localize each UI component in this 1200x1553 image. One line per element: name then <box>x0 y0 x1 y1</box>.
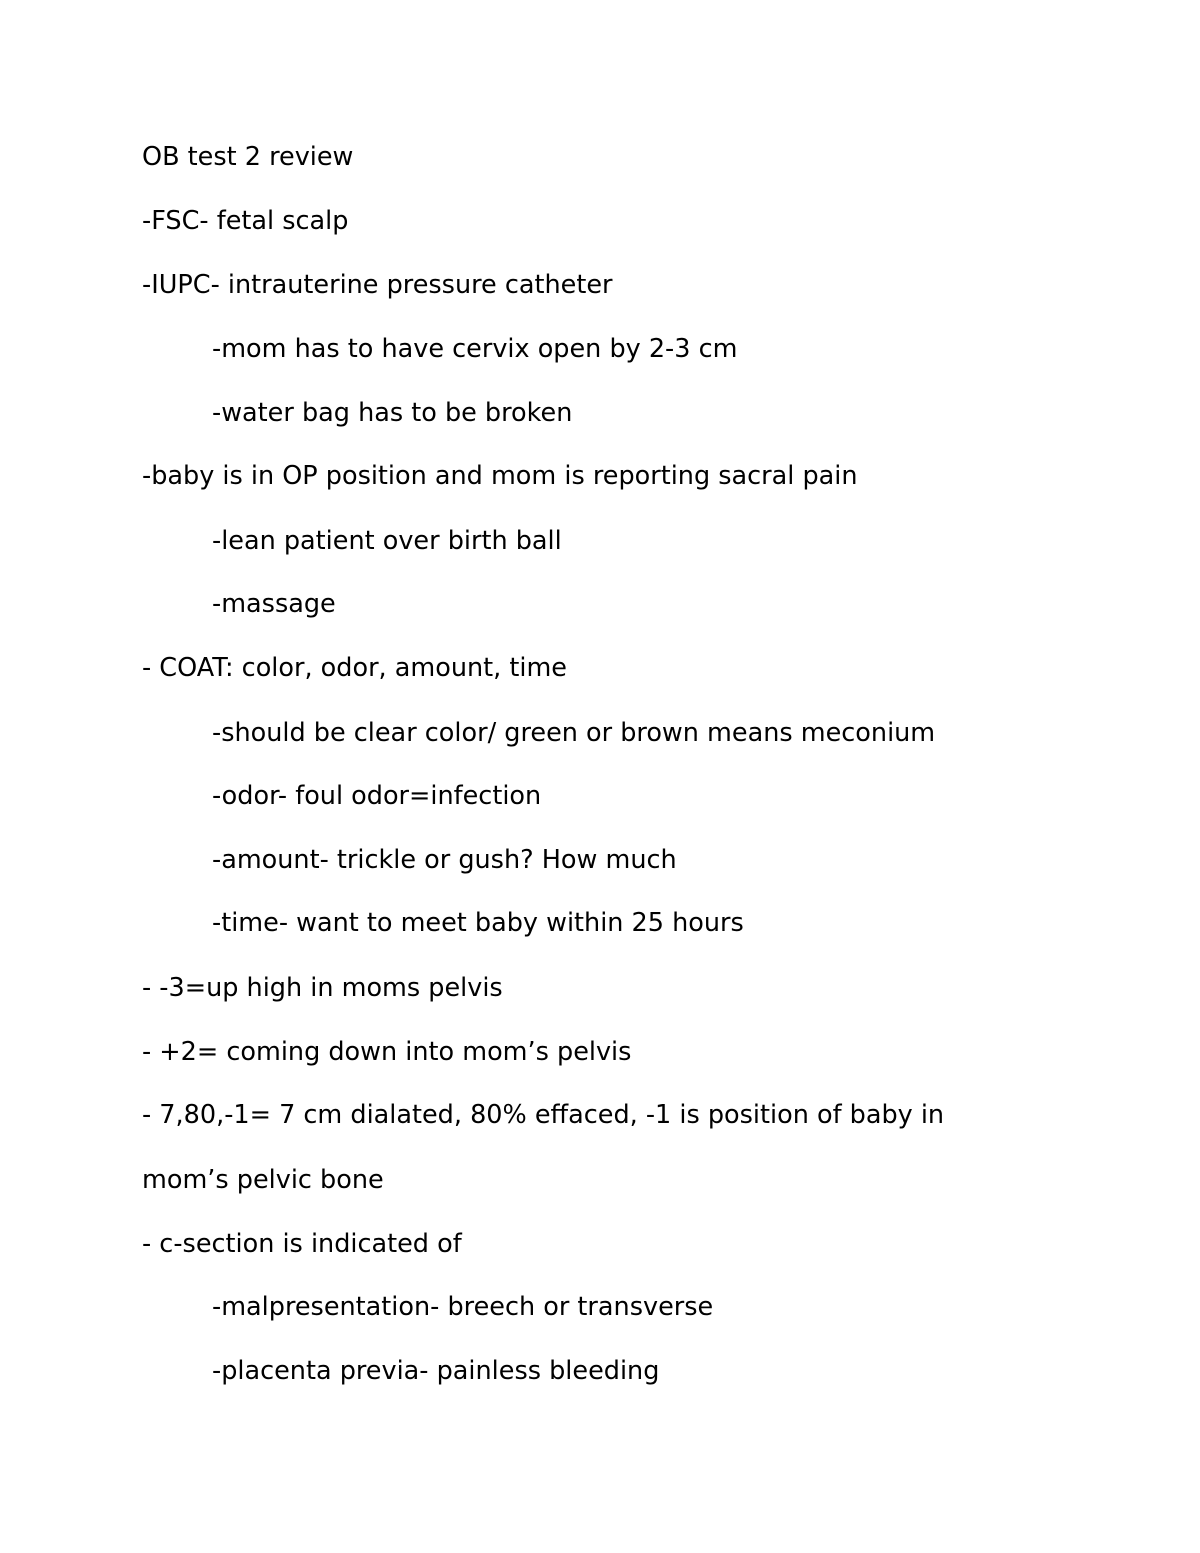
note-line: - -3=up high in moms pelvis <box>142 973 503 1003</box>
note-line: - 7,80,-1= 7 cm dialated, 80% effaced, -1 is position of baby in <box>142 1100 945 1130</box>
note-subline: -mom has to have cervix open by 2-3 cm <box>212 334 738 364</box>
note-subline: -placenta previa- painless bleeding <box>212 1356 660 1386</box>
document-title: OB test 2 review <box>142 142 354 172</box>
note-subline: -time- want to meet baby within 25 hours <box>212 908 744 938</box>
note-line: -FSC- fetal scalp <box>142 206 349 236</box>
note-subline: -massage <box>212 589 336 619</box>
note-subline: -lean patient over birth ball <box>212 526 562 556</box>
note-line: -baby is in OP position and mom is reporting sacral pain <box>142 461 858 491</box>
note-subline: -should be clear color/ green or brown means meconium <box>212 718 936 748</box>
note-subline: -water bag has to be broken <box>212 398 573 428</box>
note-line: - +2= coming down into mom’s pelvis <box>142 1037 632 1067</box>
note-subline: -malpresentation- breech or transverse <box>212 1292 714 1322</box>
note-subline: -amount- trickle or gush? How much <box>212 845 677 875</box>
note-subline: -odor- foul odor=infection <box>212 781 542 811</box>
note-line-continued: mom’s pelvic bone <box>142 1165 384 1195</box>
note-line: - COAT: color, odor, amount, time <box>142 653 567 683</box>
note-line: -IUPC- intrauterine pressure catheter <box>142 270 613 300</box>
note-line: - c-section is indicated of <box>142 1229 462 1259</box>
